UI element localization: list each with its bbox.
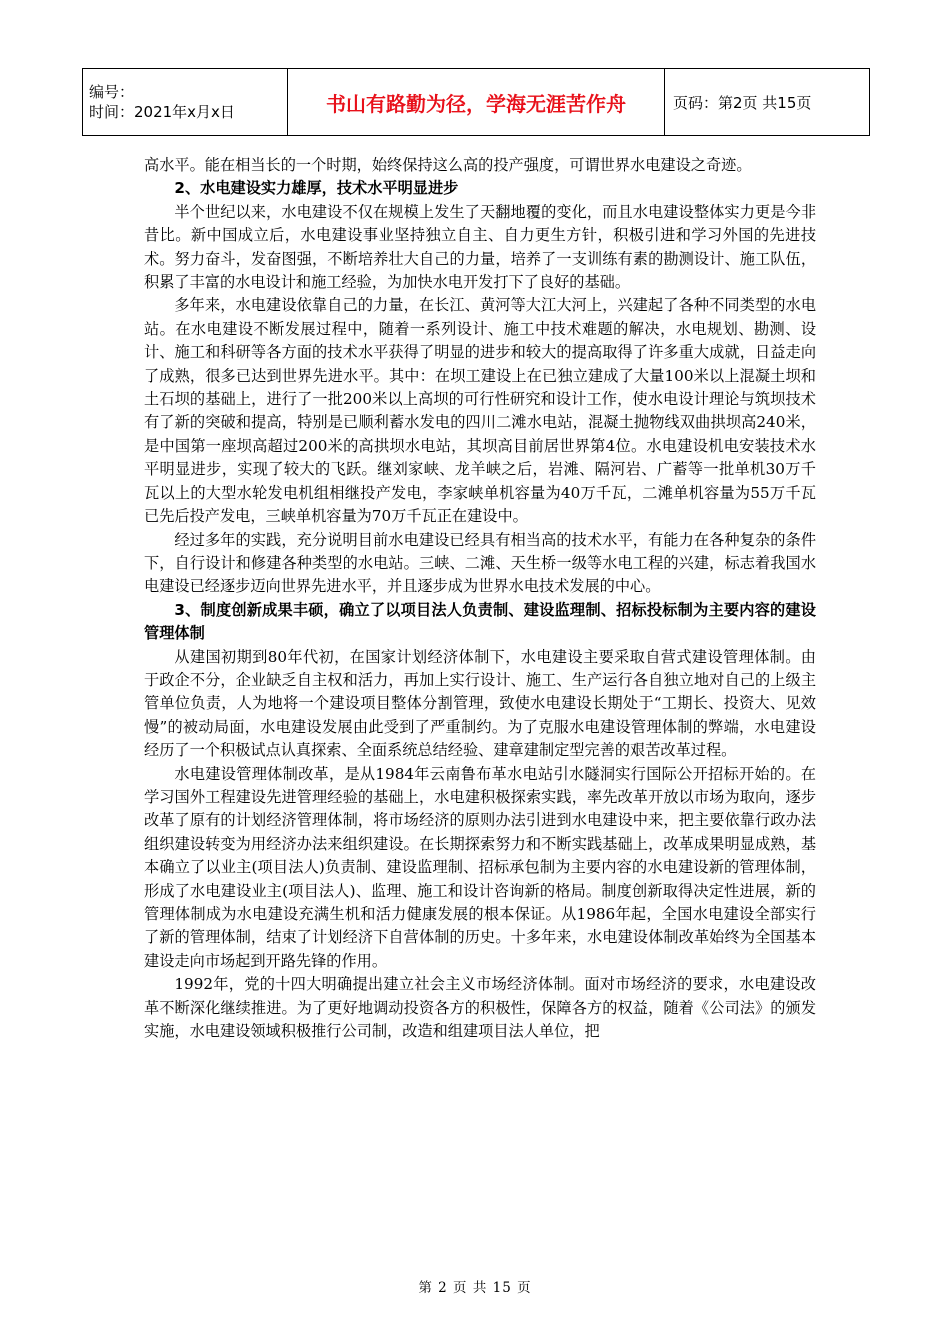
paragraph: 水电建设管理体制改革，是从1984年云南鲁布革水电站引水隧洞实行国际公开招标开始的。在学习国外工程建设先进管理经验的基础上，水电建积极探索实践，率先改革开放以市场为取向，逐步改革了原有的计划经济管理体制，将市场经济的原则办法引进到水电建设中来，把主要依靠行政办法组织建设转变为用经济办法来组织建设。在长期探索努力和不断实践基础上，改革成果明显成熟，基本确立了以业主(项目法人)负责制、建设监理制、招标承包制为主要内容的水电建设新的管理体制，形成了水电建设业主(项目法人)、监理、施工和设计咨询新的格局。制度创新取得决定性进展，新的管理体制成为水电建设充满生机和活力健康发展的根本保证。从1986年起，全国水电建设全部实行了新的管理体制，结束了计划经济下自营体制的历史。十多年来，水电建设体制改革始终为全国基本建设走向市场起到开路先锋的作用。 xyxy=(144,764,816,970)
header-number-label: 编号： xyxy=(89,83,135,101)
paragraph: 从建国初期到80年代初，在国家计划经济体制下，水电建设主要采取自营式建设管理体制。由于政企不分，企业缺乏自主权和活力，再加上实行设计、施工、生产运行各自独立地对自己的上级主管单位负责，人为地将一个建设项目整体分割管理，致使水电建设长期处于“工期长、投资大、见效慢”的被动局面，水电建设发展由此受到了严重制约。为了克服水电建设管理体制的弊端，水电建设经历了一个积极试点认真探索、全面系统总结经验、建章建制定型完善的艰苦改革过程。 xyxy=(144,647,816,760)
header-date-label: 时间：2021年x月x日 xyxy=(89,103,235,121)
section-heading-3: 3、制度创新成果丰硕，确立了以项目法人负责制、建设监理制、招标投标制为主要内容的建设管理体制 xyxy=(144,600,816,643)
document-header xyxy=(82,68,870,136)
paragraph: 经过多年的实践，充分说明目前水电建设已经具有相当高的技术水平，有能力在各种复杂的条件下，自行设计和修建各种类型的水电站。三峡、二滩、天生桥一级等水电工程的兴建，标志着我国水电建设已经逐步迈向世界先进水平，并且逐步成为世界水电技术发展的中心。 xyxy=(144,530,816,596)
page-footer: 第 2 页 共 15 页 xyxy=(418,1280,532,1296)
header-page-label: 页码：第2页 共15页 xyxy=(665,69,870,136)
paragraph: 1992年，党的十四大明确提出建立社会主义市场经济体制。面对市场经济的要求，水电建设改革不断深化继续推进。为了更好地调动投资各方的积极性，保障各方的权益，随着《公司法》的颁发实施，水电建设领域积极推行公司制，改造和组建项目法人单位，把 xyxy=(144,975,816,1041)
paragraph: 多年来，水电建设依靠自己的力量，在长江、黄河等大江大河上，兴建起了各种不同类型的水电站。在水电建设不断发展过程中，随着一系列设计、施工中技术难题的解决，水电规划、勘测、设计、施工和科研等各方面的技术水平获得了明显的进步和较大的提高取得了许多重大成就，日益走向了成熟，很多已达到世界先进水平。其中：在坝工建设上在已独立建成了大量100米以上混凝土坝和土石坝的基础上，进行了一批200米以上高坝的可行性研究和设计工作，使水电设计理论与筑坝技术有了新的突破和提高，特别是已顺利蓄水发电的四川二滩水电站，混凝土抛物线双曲拱坝高240米，是中国第一座坝高超过200米的高拱坝水电站，其坝高目前居世界第4位。水电建设机电安装技术水平明显进步，实现了较大的飞跃。继刘家峡、龙羊峡之后，岩滩、隔河岩、广蓄等一批单机30万千瓦以上的大型水轮发电机组相继投产发电，李家峡单机容量为40万千瓦，二滩单机容量为55万千瓦已先后投产发电，三峡单机容量为70万千瓦正在建设中。 xyxy=(144,296,816,526)
document-body xyxy=(144,154,816,1043)
paragraph-continuation: 高水平。能在相当长的一个时期，始终保持这么高的投产强度，可谓世界水电建设之奇迹。 xyxy=(144,156,752,174)
header-meta xyxy=(83,69,288,136)
paragraph: 半个世纪以来，水电建设不仅在规模上发生了天翻地覆的变化，而且水电建设整体实力更是今非昔比。新中国成立后，水电建设事业坚持独立自主、自力更生方针，积极引进和学习外国的先进技术。努力奋斗，发奋图强，不断培养壮大自己的力量，培养了一支训练有素的勘测设计、施工队伍，积累了丰富的水电设计和施工经验，为加快水电开发打下了良好的基础。 xyxy=(144,202,816,292)
header-motto: 书山有路勤为径，学海无涯苦作舟 xyxy=(288,69,665,136)
section-heading-2: 2、水电建设实力雄厚，技术水平明显进步 xyxy=(174,179,459,198)
